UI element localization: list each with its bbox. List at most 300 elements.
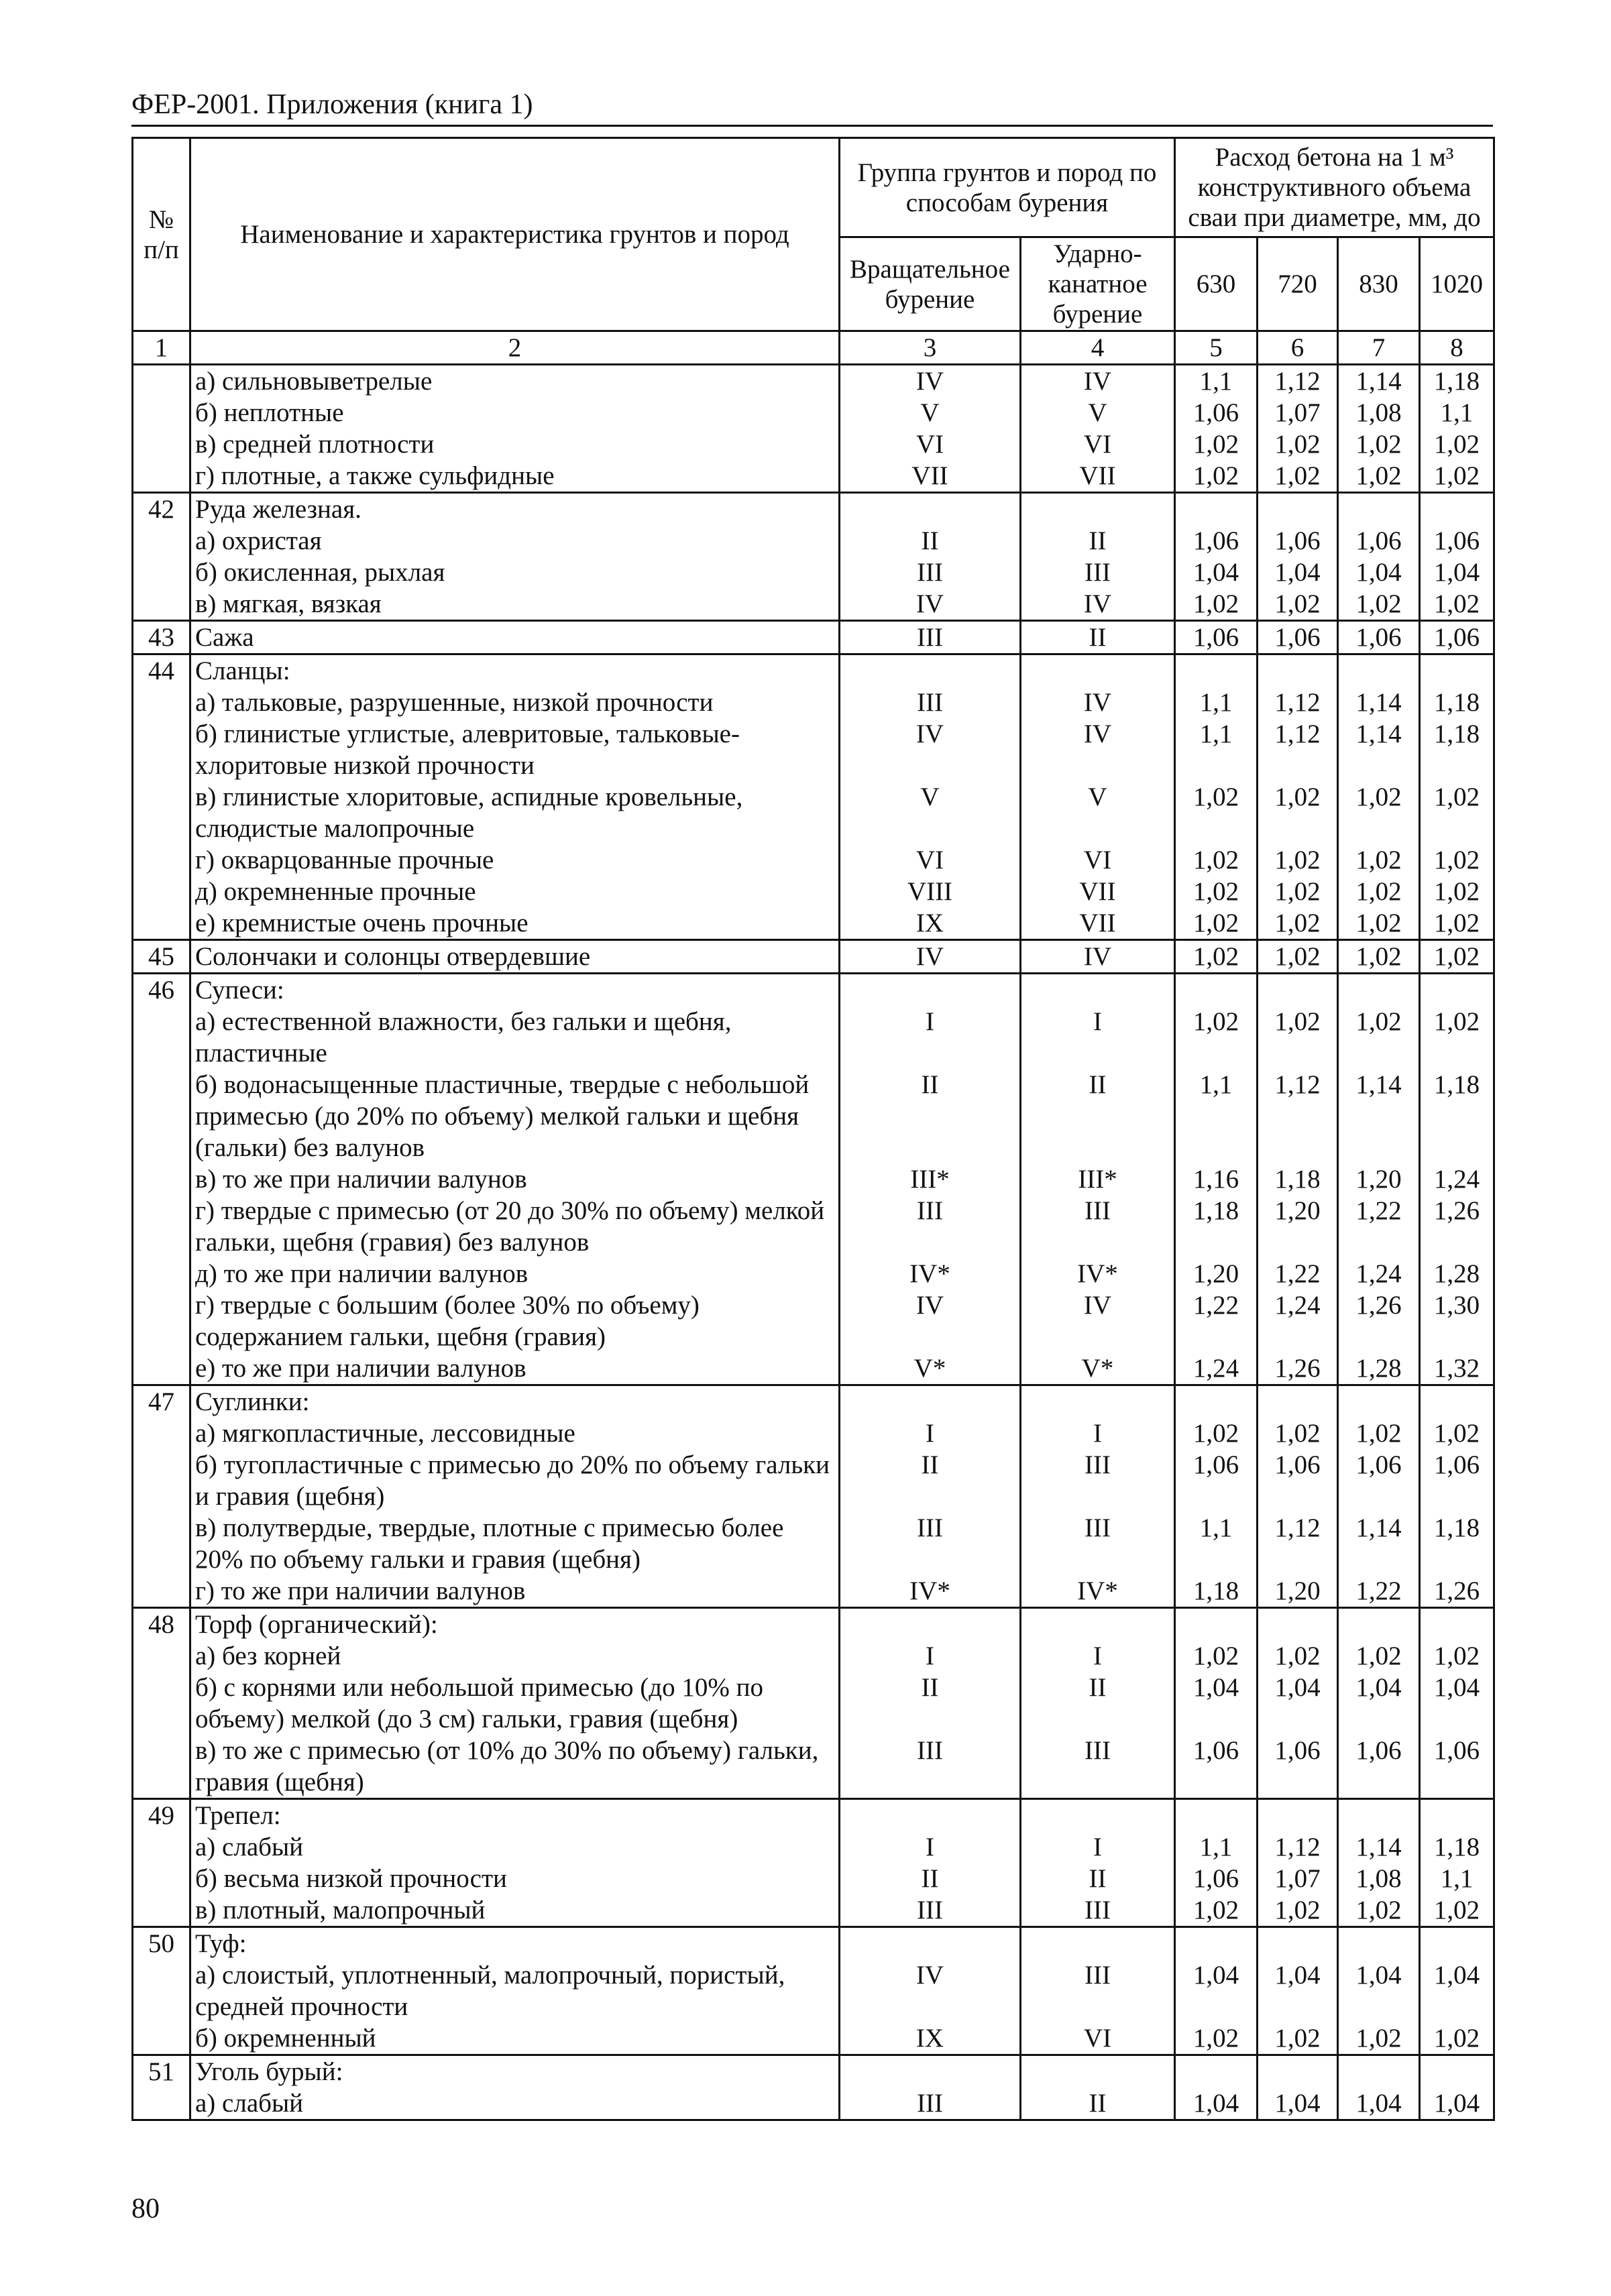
value-630: [1175, 2055, 1258, 2088]
soil-name: е) то же при наличии валунов: [190, 1353, 840, 1385]
value-1020: 1,02: [1420, 876, 1494, 907]
soil-name: Суглинки:: [190, 1385, 840, 1418]
row-number: [133, 781, 190, 844]
value-830: 1,02: [1338, 588, 1420, 621]
value-1020: 1,02: [1420, 907, 1494, 940]
row-number: [133, 557, 190, 588]
value-630: 1,04: [1175, 2087, 1258, 2120]
rotary-group: III: [840, 1894, 1021, 1927]
header-d1020: 1020: [1420, 237, 1494, 331]
soil-name: Трепел:: [190, 1799, 840, 1832]
value-720: 1,20: [1258, 1575, 1338, 1608]
value-830: 1,22: [1338, 1575, 1420, 1608]
rotary-group: II: [840, 1069, 1021, 1163]
percussive-group: VII: [1021, 460, 1175, 493]
percussive-group: IV*: [1021, 1575, 1175, 1608]
value-1020: 1,06: [1420, 1449, 1494, 1512]
value-630: 1,06: [1175, 1449, 1258, 1512]
table-row: [133, 1163, 1494, 1195]
value-830: 1,06: [1338, 1735, 1420, 1799]
table-row: [133, 525, 1494, 557]
table-row: [133, 687, 1494, 718]
row-number: 45: [133, 940, 190, 974]
row-number: [133, 718, 190, 781]
value-630: 1,04: [1175, 557, 1258, 588]
value-1020: [1420, 1385, 1494, 1418]
value-720: 1,02: [1258, 1418, 1338, 1449]
value-630: 1,1: [1175, 365, 1258, 398]
soil-name: б) окисленная, рыхлая: [190, 557, 840, 588]
value-830: 1,02: [1338, 428, 1420, 460]
table-row: [133, 2055, 1494, 2088]
header-rotary: Вращательное бурение: [840, 237, 1021, 331]
row-number: [133, 428, 190, 460]
value-720: 1,12: [1258, 1831, 1338, 1863]
value-830: 1,04: [1338, 2087, 1420, 2120]
column-number: 2: [190, 331, 840, 365]
value-630: 1,02: [1175, 781, 1258, 844]
row-number: 50: [133, 1927, 190, 1960]
percussive-group: III: [1021, 1195, 1175, 1258]
value-720: 1,06: [1258, 621, 1338, 654]
row-number: [133, 1195, 190, 1258]
value-630: 1,16: [1175, 1163, 1258, 1195]
table-row: [133, 1959, 1494, 2022]
percussive-group: V*: [1021, 1353, 1175, 1385]
value-1020: 1,18: [1420, 1512, 1494, 1575]
rotary-group: II: [840, 1449, 1021, 1512]
value-720: 1,02: [1258, 876, 1338, 907]
table-row: [133, 876, 1494, 907]
value-720: 1,04: [1258, 557, 1338, 588]
percussive-group: VII: [1021, 876, 1175, 907]
rotary-group: I: [840, 1831, 1021, 1863]
row-number: [133, 1006, 190, 1069]
column-number: 1: [133, 331, 190, 365]
row-number: 43: [133, 621, 190, 654]
percussive-group: III: [1021, 1894, 1175, 1927]
row-number: [133, 1418, 190, 1449]
rotary-group: [840, 1927, 1021, 1960]
table-row: [133, 844, 1494, 876]
row-number: [133, 2087, 190, 2120]
row-number: [133, 1575, 190, 1608]
column-number-row: [133, 331, 1494, 365]
value-830: 1,14: [1338, 687, 1420, 718]
percussive-group: V: [1021, 781, 1175, 844]
concrete-consumption-table: [131, 137, 1495, 2121]
soil-name: б) неплотные: [190, 397, 840, 428]
value-1020: 1,1: [1420, 1863, 1494, 1894]
rotary-group: IV: [840, 1959, 1021, 2022]
value-630: 1,1: [1175, 1512, 1258, 1575]
value-720: 1,02: [1258, 940, 1338, 974]
value-1020: 1,02: [1420, 1006, 1494, 1069]
soil-name: д) окремненные прочные: [190, 876, 840, 907]
row-number: [133, 365, 190, 398]
table-row: [133, 1831, 1494, 1863]
value-630: 1,18: [1175, 1195, 1258, 1258]
value-630: 1,1: [1175, 687, 1258, 718]
value-630: 1,02: [1175, 2022, 1258, 2055]
value-720: [1258, 1927, 1338, 1960]
value-630: 1,1: [1175, 1831, 1258, 1863]
table-row: [133, 940, 1494, 974]
value-720: 1,22: [1258, 1258, 1338, 1289]
value-830: 1,02: [1338, 1640, 1420, 1672]
value-720: 1,02: [1258, 460, 1338, 493]
soil-name: б) с корнями или небольшой примесью (до 10% по объему) мелкой (до 3 см) гальки, гравия (щебня): [190, 1672, 840, 1735]
column-number: 4: [1021, 331, 1175, 365]
percussive-group: IV: [1021, 365, 1175, 398]
value-830: 1,02: [1338, 1418, 1420, 1449]
percussive-group: IV: [1021, 1289, 1175, 1353]
value-630: 1,1: [1175, 1069, 1258, 1163]
row-number: [133, 460, 190, 493]
value-630: [1175, 1799, 1258, 1832]
value-1020: 1,26: [1420, 1575, 1494, 1608]
table-row: [133, 1799, 1494, 1832]
value-830: 1,02: [1338, 2022, 1420, 2055]
value-630: 1,06: [1175, 397, 1258, 428]
value-720: 1,02: [1258, 1640, 1338, 1672]
value-720: 1,02: [1258, 1006, 1338, 1069]
row-number: [133, 525, 190, 557]
soil-name: а) слабый: [190, 1831, 840, 1863]
percussive-group: I: [1021, 1006, 1175, 1069]
percussive-group: VI: [1021, 2022, 1175, 2055]
rotary-group: VIII: [840, 876, 1021, 907]
value-720: 1,12: [1258, 718, 1338, 781]
soil-name: в) средней плотности: [190, 428, 840, 460]
table-row: [133, 781, 1494, 844]
row-number: 46: [133, 974, 190, 1007]
table-row: [133, 460, 1494, 493]
value-1020: [1420, 1799, 1494, 1832]
value-720: 1,12: [1258, 1512, 1338, 1575]
soil-name: а) охристая: [190, 525, 840, 557]
value-1020: [1420, 974, 1494, 1007]
value-830: 1,06: [1338, 525, 1420, 557]
value-630: 1,02: [1175, 588, 1258, 621]
value-630: [1175, 493, 1258, 526]
value-630: 1,02: [1175, 1894, 1258, 1927]
rotary-group: III: [840, 557, 1021, 588]
table-row: [133, 1258, 1494, 1289]
table-row: [133, 1385, 1494, 1418]
table-row: [133, 2022, 1494, 2055]
row-number: 48: [133, 1608, 190, 1641]
value-630: 1,06: [1175, 1735, 1258, 1799]
table-row: [133, 1006, 1494, 1069]
row-number: 51: [133, 2055, 190, 2088]
table-row: [133, 1069, 1494, 1163]
header-d720: 720: [1258, 237, 1338, 331]
soil-name: в) глинистые хлоритовые, аспидные кровельные, слюдистые малопрочные: [190, 781, 840, 844]
value-830: 1,14: [1338, 1831, 1420, 1863]
percussive-group: IV: [1021, 940, 1175, 974]
value-720: 1,02: [1258, 428, 1338, 460]
value-830: 1,14: [1338, 1069, 1420, 1163]
table-row: [133, 588, 1494, 621]
percussive-group: II: [1021, 621, 1175, 654]
rotary-group: V: [840, 397, 1021, 428]
header-consumption: Расход бетона на 1 м³ конструктивного объема сваи при диаметре, мм, до: [1175, 138, 1494, 237]
value-830: 1,02: [1338, 1006, 1420, 1069]
value-1020: 1,04: [1420, 1959, 1494, 2022]
value-630: 1,06: [1175, 525, 1258, 557]
value-830: [1338, 1927, 1420, 1960]
soil-name: а) естественной влажности, без гальки и щебня, пластичные: [190, 1006, 840, 1069]
header-name: Наименование и характеристика грунтов и пород: [190, 138, 840, 331]
page-number: 80: [131, 2193, 160, 2224]
row-number: [133, 1163, 190, 1195]
row-number: 49: [133, 1799, 190, 1832]
rotary-group: IV: [840, 1289, 1021, 1353]
value-630: 1,02: [1175, 940, 1258, 974]
percussive-group: I: [1021, 1418, 1175, 1449]
percussive-group: IV: [1021, 718, 1175, 781]
value-1020: [1420, 1608, 1494, 1641]
rotary-group: VI: [840, 428, 1021, 460]
value-630: 1,24: [1175, 1353, 1258, 1385]
soil-name: в) то же с примесью (от 10% до 30% по объему) гальки, гравия (щебня): [190, 1735, 840, 1799]
value-630: 1,02: [1175, 907, 1258, 940]
rotary-group: IV: [840, 718, 1021, 781]
column-number: 3: [840, 331, 1021, 365]
soil-name: а) слабый: [190, 2087, 840, 2120]
table-row: [133, 1289, 1494, 1353]
value-830: 1,06: [1338, 1449, 1420, 1512]
value-630: 1,02: [1175, 844, 1258, 876]
value-720: 1,24: [1258, 1289, 1338, 1353]
table-header: [133, 138, 1494, 331]
value-720: 1,04: [1258, 2087, 1338, 2120]
value-630: 1,02: [1175, 460, 1258, 493]
rotary-group: I: [840, 1006, 1021, 1069]
table-row: [133, 2087, 1494, 2120]
value-720: [1258, 493, 1338, 526]
rotary-group: III: [840, 1512, 1021, 1575]
value-830: 1,02: [1338, 907, 1420, 940]
percussive-group: I: [1021, 1640, 1175, 1672]
value-830: 1,22: [1338, 1195, 1420, 1258]
value-830: 1,02: [1338, 940, 1420, 974]
soil-name: г) окварцованные прочные: [190, 844, 840, 876]
value-1020: 1,28: [1420, 1258, 1494, 1289]
percussive-group: III: [1021, 1449, 1175, 1512]
row-number: [133, 1353, 190, 1385]
value-720: 1,02: [1258, 844, 1338, 876]
value-720: 1,02: [1258, 1894, 1338, 1927]
value-630: 1,06: [1175, 621, 1258, 654]
value-1020: 1,18: [1420, 687, 1494, 718]
value-830: 1,02: [1338, 844, 1420, 876]
row-number: [133, 2022, 190, 2055]
value-630: 1,20: [1175, 1258, 1258, 1289]
value-630: 1,02: [1175, 1418, 1258, 1449]
value-720: 1,04: [1258, 1672, 1338, 1735]
value-720: [1258, 1608, 1338, 1641]
value-720: 1,20: [1258, 1195, 1338, 1258]
table-row: [133, 974, 1494, 1007]
table-row: [133, 1449, 1494, 1512]
percussive-group: III: [1021, 1735, 1175, 1799]
value-720: [1258, 1799, 1338, 1832]
value-830: 1,08: [1338, 1863, 1420, 1894]
soil-name: в) плотный, малопрочный: [190, 1894, 840, 1927]
rotary-group: [840, 2055, 1021, 2088]
percussive-group: III: [1021, 1959, 1175, 2022]
value-1020: 1,24: [1420, 1163, 1494, 1195]
table-row: [133, 1608, 1494, 1641]
table-body: [133, 331, 1494, 2120]
rotary-group: IX: [840, 2022, 1021, 2055]
percussive-group: [1021, 654, 1175, 687]
column-number: 8: [1420, 331, 1494, 365]
rotary-group: IV: [840, 365, 1021, 398]
soil-name: б) тугопластичные с примесью до 20% по объему гальки и гравия (щебня): [190, 1449, 840, 1512]
percussive-group: III: [1021, 557, 1175, 588]
row-number: 42: [133, 493, 190, 526]
rotary-group: [840, 654, 1021, 687]
value-830: 1,04: [1338, 1672, 1420, 1735]
table-row: [133, 1640, 1494, 1672]
table-row: [133, 1894, 1494, 1927]
row-number: [133, 1449, 190, 1512]
soil-name: г) плотные, а также сульфидные: [190, 460, 840, 493]
percussive-group: [1021, 2055, 1175, 2088]
value-630: 1,02: [1175, 428, 1258, 460]
value-720: [1258, 1385, 1338, 1418]
value-630: [1175, 1608, 1258, 1641]
rotary-group: II: [840, 1672, 1021, 1735]
rotary-group: IV: [840, 588, 1021, 621]
soil-name: г) твердые с большим (более 30% по объему) содержанием гальки, щебня (гравия): [190, 1289, 840, 1353]
value-720: 1,02: [1258, 2022, 1338, 2055]
value-1020: 1,06: [1420, 525, 1494, 557]
soil-name: в) полутвердые, твердые, плотные с примесью более 20% по объему гальки и гравия (щебня): [190, 1512, 840, 1575]
table-row: [133, 1418, 1494, 1449]
percussive-group: II: [1021, 525, 1175, 557]
value-830: 1,20: [1338, 1163, 1420, 1195]
table-row: [133, 907, 1494, 940]
rotary-group: III: [840, 2087, 1021, 2120]
value-720: 1,04: [1258, 1959, 1338, 2022]
value-1020: 1,02: [1420, 1894, 1494, 1927]
value-830: 1,14: [1338, 365, 1420, 398]
value-720: [1258, 654, 1338, 687]
rotary-group: [840, 1799, 1021, 1832]
header-d630: 630: [1175, 237, 1258, 331]
header-num: № п/п: [133, 138, 190, 331]
value-830: [1338, 1799, 1420, 1832]
table-row: [133, 365, 1494, 398]
value-1020: 1,18: [1420, 718, 1494, 781]
percussive-group: [1021, 1385, 1175, 1418]
rotary-group: [840, 1608, 1021, 1641]
value-1020: 1,32: [1420, 1353, 1494, 1385]
soil-name: а) сильновыветрелые: [190, 365, 840, 398]
soil-name: Торф (органический):: [190, 1608, 840, 1641]
value-1020: 1,06: [1420, 621, 1494, 654]
value-1020: 1,18: [1420, 1069, 1494, 1163]
value-1020: 1,02: [1420, 844, 1494, 876]
table-row: [133, 1195, 1494, 1258]
value-630: 1,02: [1175, 876, 1258, 907]
row-number: [133, 1735, 190, 1799]
value-1020: 1,02: [1420, 588, 1494, 621]
percussive-group: [1021, 1927, 1175, 1960]
value-630: 1,04: [1175, 1672, 1258, 1735]
soil-name: Руда железная.: [190, 493, 840, 526]
value-1020: 1,18: [1420, 1831, 1494, 1863]
header-percussive: Ударно-канатное бурение: [1021, 237, 1175, 331]
percussive-group: II: [1021, 1672, 1175, 1735]
rotary-group: IV: [840, 940, 1021, 974]
column-number: 6: [1258, 331, 1338, 365]
value-720: 1,02: [1258, 781, 1338, 844]
soil-name: Туф:: [190, 1927, 840, 1960]
value-720: 1,12: [1258, 1069, 1338, 1163]
row-number: [133, 1069, 190, 1163]
rotary-group: III: [840, 621, 1021, 654]
soil-name: Супеси:: [190, 974, 840, 1007]
value-830: 1,26: [1338, 1289, 1420, 1353]
value-720: 1,12: [1258, 687, 1338, 718]
rotary-group: I: [840, 1418, 1021, 1449]
value-720: 1,07: [1258, 397, 1338, 428]
rotary-group: [840, 974, 1021, 1007]
value-1020: 1,02: [1420, 781, 1494, 844]
table-row: [133, 1512, 1494, 1575]
rotary-group: IV*: [840, 1258, 1021, 1289]
rotary-group: IX: [840, 907, 1021, 940]
soil-name: Сажа: [190, 621, 840, 654]
page-header: ФЕР-2001. Приложения (книга 1): [131, 89, 533, 120]
percussive-group: [1021, 493, 1175, 526]
value-1020: 1,26: [1420, 1195, 1494, 1258]
value-830: 1,02: [1338, 781, 1420, 844]
value-720: 1,06: [1258, 1735, 1338, 1799]
value-630: 1,18: [1175, 1575, 1258, 1608]
row-number: 47: [133, 1385, 190, 1418]
value-720: [1258, 2055, 1338, 2088]
row-number: [133, 1959, 190, 2022]
rotary-group: [840, 1385, 1021, 1418]
value-830: [1338, 1385, 1420, 1418]
row-number: [133, 687, 190, 718]
row-number: [133, 1863, 190, 1894]
value-830: [1338, 2055, 1420, 2088]
value-720: [1258, 974, 1338, 1007]
rotary-group: [840, 493, 1021, 526]
row-number: [133, 1640, 190, 1672]
value-830: 1,14: [1338, 1512, 1420, 1575]
value-630: 1,02: [1175, 1006, 1258, 1069]
table-row: [133, 1672, 1494, 1735]
value-720: 1,12: [1258, 365, 1338, 398]
value-1020: [1420, 2055, 1494, 2088]
value-830: [1338, 974, 1420, 1007]
soil-name: б) глинистые углистые, алевритовые, тальковые-хлоритовые низкой прочности: [190, 718, 840, 781]
header-divider: [131, 125, 1493, 127]
table-row: [133, 1863, 1494, 1894]
header-group: Группа грунтов и пород по способам бурения: [840, 138, 1175, 237]
value-1020: 1,02: [1420, 940, 1494, 974]
value-1020: 1,30: [1420, 1289, 1494, 1353]
percussive-group: V: [1021, 397, 1175, 428]
